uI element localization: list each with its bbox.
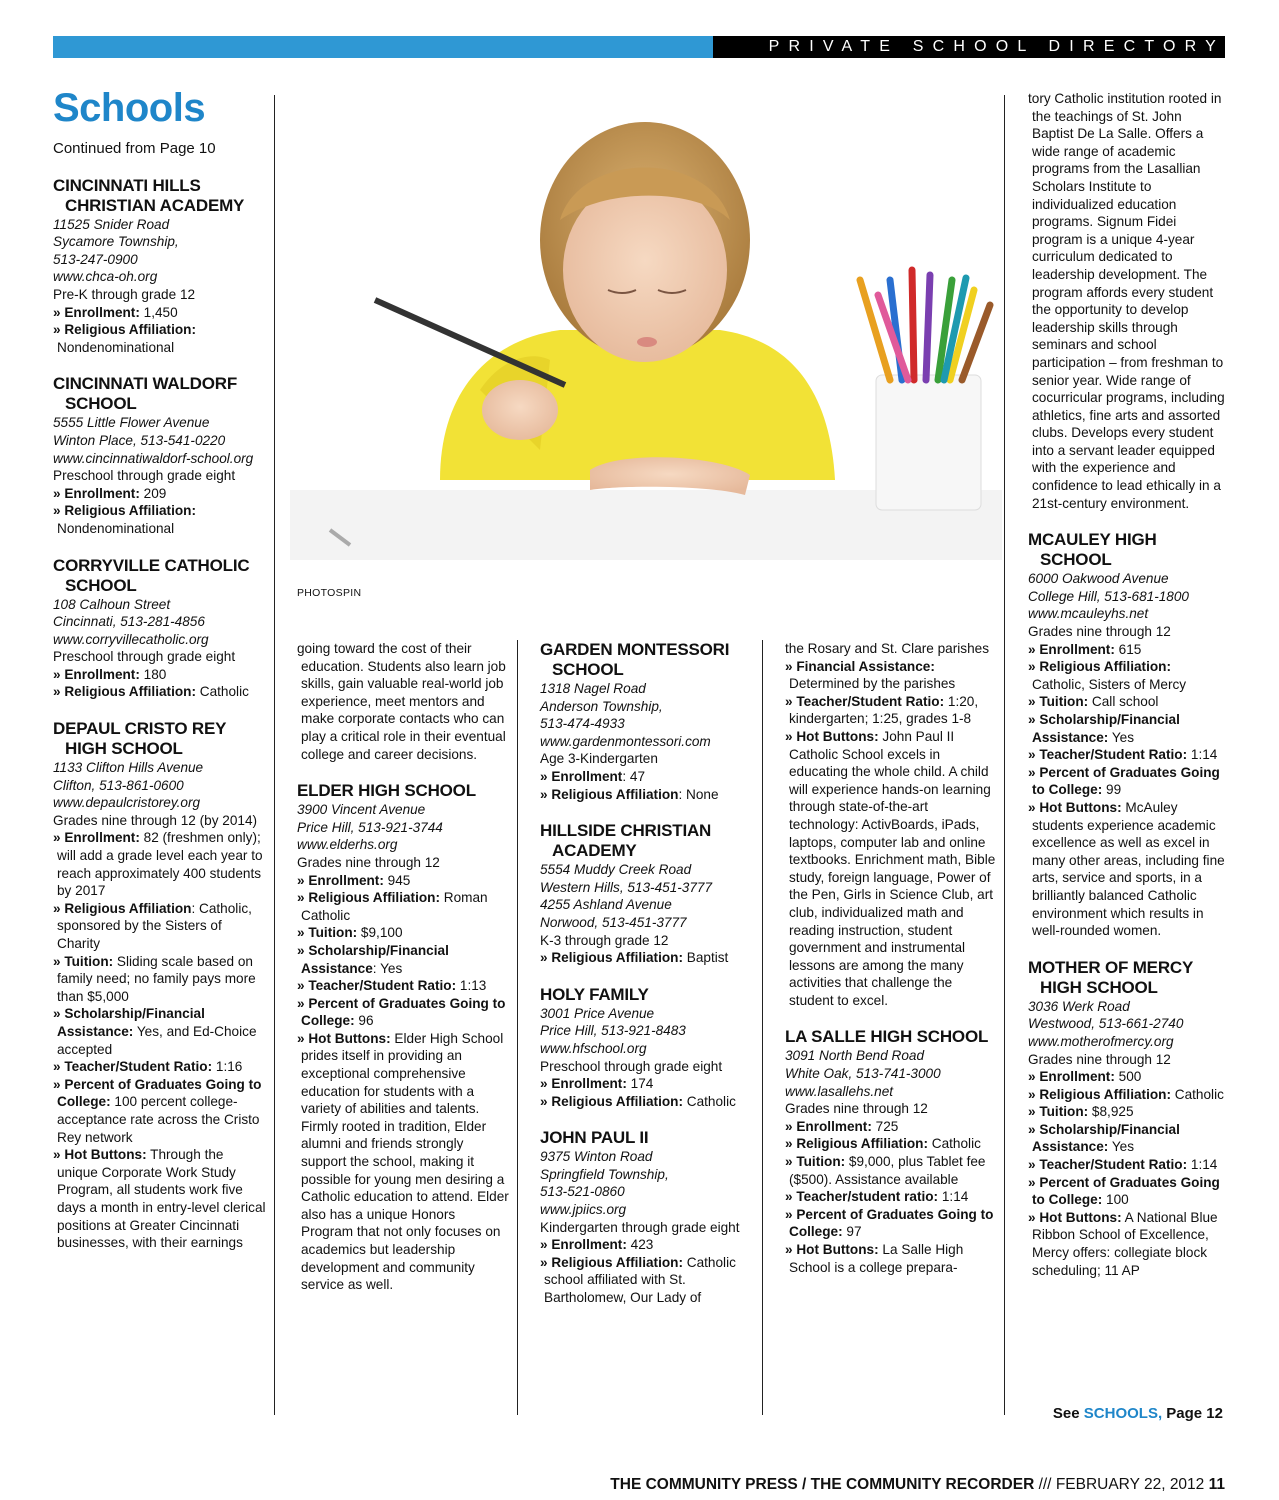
see-page: Page 12 <box>1162 1405 1223 1422</box>
field-value: La Salle High School is a college prepara- <box>789 1242 964 1275</box>
field-value: Catholic <box>1171 1086 1224 1102</box>
school-field <box>1028 1121 1225 1156</box>
field-label: » Religious Affiliation: <box>540 1093 683 1109</box>
field-value: McAuley students experience academic excellence as well as excel in many other areas, including fine arts, service and sports, in a brilliantly balanced Catholic environment which results in well-rounded women. <box>1032 799 1225 939</box>
school-entry <box>540 1128 755 1306</box>
field-value: Yes <box>1108 729 1135 745</box>
field-label: » Enrollment: <box>53 485 140 501</box>
school-contact: Price Hill, 513-921-3744 <box>297 819 443 835</box>
field-label: » Religious Affiliation: <box>785 1136 928 1152</box>
school-field <box>53 666 268 684</box>
continued-link[interactable] <box>1028 1405 1223 1422</box>
field-value: 1:16 <box>212 1059 243 1075</box>
school-field <box>297 1030 509 1294</box>
school-contact: www.chca-oh.org <box>53 269 158 285</box>
school-name: MCAULEY HIGH SCHOOL <box>1028 530 1157 570</box>
school-contact: 9375 Winton Road <box>540 1149 653 1165</box>
section-color-bar <box>53 36 713 58</box>
field-value: 180 <box>139 666 167 682</box>
school-field <box>297 889 509 924</box>
field-label: » Religious Affiliation: <box>53 503 196 519</box>
school-field <box>53 1146 268 1252</box>
school-field <box>785 1118 997 1136</box>
school-contact: 513-474-4933 <box>540 716 625 732</box>
field-label: » Teacher/student ratio: <box>785 1189 939 1205</box>
school-contact: 1318 Nagel Road <box>540 681 646 696</box>
school-text: tory Catholic institution rooted in the teachings of St. John Baptist De La Salle. Offers a wide range of academic programs from the Lasallian Scholars Institute to individualized education programs. Signum Fidei program is a unique 4-year curriculum dedicated to leadership development. The program affords every student the opportunity to develop leadership skills through seminars and school participation – from freshman to senior year. Wide range of cocurricular programs, including athletics, fine arts and assorted clubs. Develops every student into a servant leader equipped with the experience and confidence to lead ethically in a 21st-century environment. <box>1028 91 1225 511</box>
school-field <box>1028 764 1225 799</box>
field-label: » Percent of Graduates Going to College: <box>297 995 506 1029</box>
school-contact: 3001 Price Avenue <box>540 1005 655 1021</box>
field-value: Nondenominational <box>57 520 175 536</box>
field-value: Elder High School prides itself in providing an exceptional comprehensive education for students with a variety of abilities and talents. Firmly rooted in tradition, Elder alumni and friends strongly support the school, making it possible for young men desiring a Catholic education to attend. Elder also has a unique Honors Program that not only focuses on academics but leadership development and community service as well. <box>301 1030 509 1293</box>
school-text: the Rosary and St. Clare parishes <box>785 641 990 656</box>
school-name: CINCINNATI WALDORF SCHOOL <box>53 374 238 414</box>
field-label: » Enrollment: <box>1028 641 1115 657</box>
field-value: Baptist <box>683 950 729 966</box>
school-text: K-3 through grade 12 <box>540 932 669 948</box>
school-field <box>1028 799 1225 940</box>
school-field <box>785 1153 997 1188</box>
field-value: John Paul II Catholic School excels in educating the whole child. A child will experience hands-on learning through state-of-the-art technology: ActivBoards, iPads, laptops, computer lab and online textbooks. Enrichment math, Bible study, foreign language, Power of the Pen, Girls in Science Club, art club, individualized math and reading instruction, student government and instrumental lessons are among the many activities that challenge the student to excel. <box>789 728 996 1008</box>
school-field <box>297 924 509 942</box>
school-contact: 4255 Ashland Avenue <box>540 897 672 913</box>
field-label: » Teacher/Student Ratio: <box>53 1059 213 1075</box>
school-contact: www.jpiics.org <box>540 1202 627 1218</box>
field-label: » Scholarship/Financial Assistance: <box>53 1006 205 1039</box>
section-header: PRIVATE SCHOOL DIRECTORY <box>713 36 1225 58</box>
field-label: » Tuition: <box>785 1154 846 1170</box>
school-field <box>540 949 755 967</box>
field-label: » Hot Buttons: <box>297 1030 391 1046</box>
school-contact: www.motherofmercy.org <box>1028 1033 1174 1049</box>
school-field <box>785 1206 997 1241</box>
school-contact: www.mcauleyhs.net <box>1028 606 1149 622</box>
school-contact: 3036 Werk Road <box>1028 998 1130 1014</box>
field-label: » Enrollment: <box>53 304 140 320</box>
school-field <box>53 304 268 322</box>
school-name: CINCINNATI HILLS CHRISTIAN ACADEMY <box>53 175 245 215</box>
school-field <box>1028 711 1225 746</box>
field-label: » Scholarship/Financial Assistance <box>297 942 449 976</box>
school-contact: Anderson Township, <box>540 698 663 714</box>
column-2 <box>297 640 509 1312</box>
school-name: DEPAUL CRISTO REY HIGH SCHOOL <box>53 719 226 759</box>
field-value: Catholic <box>196 684 249 700</box>
field-label: » Tuition: <box>1028 1104 1089 1120</box>
see-section-link[interactable]: SCHOOLS, <box>1083 1405 1163 1422</box>
field-value: $8,925 <box>1088 1104 1134 1120</box>
field-label: » Religious Affiliation: <box>297 890 440 906</box>
school-field <box>1028 641 1225 659</box>
field-value: 1:13 <box>456 978 487 994</box>
school-contact: White Oak, 513-741-3000 <box>785 1066 941 1082</box>
field-label: » Teacher/Student Ratio: <box>1028 1157 1188 1173</box>
school-contact: 1133 Clifton Hills Avenue <box>53 760 204 776</box>
school-contact: 513-247-0900 <box>53 251 138 267</box>
school-name: HOLY FAMILY <box>540 984 649 1004</box>
field-label: » Tuition: <box>53 953 114 969</box>
field-value: : None <box>678 786 719 802</box>
page-title: Schools <box>53 86 206 130</box>
field-value: Roman Catholic <box>301 890 488 923</box>
field-value: Catholic, Sisters of Mercy <box>1032 676 1187 692</box>
school-field <box>53 502 268 537</box>
field-label: » Religious Affiliation: <box>1028 1086 1171 1102</box>
school-contact: 5554 Muddy Creek Road <box>540 862 692 878</box>
field-label: » Enrollment: <box>540 1076 627 1092</box>
school-text: Grades nine through 12 <box>297 854 440 870</box>
page-number: 11 <box>1208 1476 1225 1493</box>
school-entry <box>540 640 755 803</box>
field-label: » Teacher/Student Ratio: <box>297 978 457 994</box>
school-entry <box>540 985 755 1111</box>
field-value: Determined by the parishes <box>789 676 956 692</box>
field-label: » Hot Buttons: <box>1028 1209 1122 1225</box>
field-label: » Religious Affiliation: <box>1028 659 1171 675</box>
school-field <box>1028 1103 1225 1121</box>
school-text: Grades nine through 12 <box>1028 1051 1171 1067</box>
school-field <box>540 1236 755 1254</box>
school-contact: www.hfschool.org <box>540 1040 647 1056</box>
field-value: Catholic school affiliated with St. Bartholomew, Our Lady of <box>544 1254 736 1306</box>
publication-name: THE COMMUNITY PRESS / THE COMMUNITY RECORDER <box>610 1476 1035 1493</box>
field-label: » Hot Buttons: <box>785 728 879 744</box>
school-contact: Norwood, 513-451-3777 <box>540 914 687 930</box>
school-field <box>53 1058 268 1076</box>
field-label: » Religious Affiliation: <box>53 322 196 338</box>
column-divider <box>274 95 275 1415</box>
field-label: » Teacher/Student Ratio: <box>785 693 945 709</box>
field-value: Yes <box>1108 1139 1135 1155</box>
school-name: HILLSIDE CHRISTIAN ACADEMY <box>540 821 712 861</box>
school-field <box>540 1254 755 1307</box>
school-contact: 11525 Snider Road <box>53 216 170 232</box>
field-label: » Religious Affiliation: <box>540 1254 683 1270</box>
field-value: Catholic <box>928 1136 981 1152</box>
field-label: » Percent of Graduates Going to College: <box>785 1206 994 1240</box>
school-field <box>53 1005 268 1058</box>
field-value: 100 percent college-acceptance rate across the Cristo Rey network <box>57 1094 260 1145</box>
field-value: 500 <box>1114 1069 1142 1085</box>
school-field <box>53 900 268 953</box>
school-field <box>53 829 268 899</box>
field-value: 1:14 <box>1187 1157 1218 1173</box>
field-label: » Religious Affiliation: <box>540 950 683 966</box>
school-contact: Winton Place, 513-541-0220 <box>53 432 226 448</box>
field-label: » Hot Buttons: <box>1028 799 1122 815</box>
field-value: 100 <box>1102 1192 1129 1208</box>
school-contact: www.lasallehs.net <box>785 1083 894 1099</box>
school-contact: Sycamore Township, <box>53 234 179 250</box>
school-field <box>785 1135 997 1153</box>
field-label: » Religious Affiliation: <box>53 684 196 700</box>
continued-note: Continued from Page 10 <box>53 140 216 157</box>
school-field <box>785 658 997 693</box>
school-contact: 5555 Little Flower Avenue <box>53 415 210 431</box>
school-contact: 3900 Vincent Avenue <box>297 802 426 818</box>
school-contact: Cincinnati, 513-281-4856 <box>53 614 205 630</box>
school-contact: 6000 Oakwood Avenue <box>1028 571 1169 587</box>
field-value: 174 <box>626 1076 654 1092</box>
school-entry <box>297 781 509 1294</box>
field-label: » Enrollment <box>540 768 623 784</box>
see-prefix: See <box>1052 1405 1084 1422</box>
school-name: CORRYVILLE CATHOLIC SCHOOL <box>53 555 250 595</box>
field-label: » Financial Assistance: <box>785 658 935 674</box>
field-value: 423 <box>626 1237 654 1253</box>
school-contact: www.corryvillecatholic.org <box>53 631 209 647</box>
publication-date: FEBRUARY 22, 2012 <box>1055 1476 1205 1493</box>
school-field <box>785 1188 997 1206</box>
school-contact: www.cincinnatiwaldorf-school.org <box>53 450 254 466</box>
school-text: going toward the cost of their education. Students also learn job skills, gain valuable real-world job experience, meet mentors and make corporate contacts who can play a critical role in their eventual college and career decisions. <box>297 641 506 762</box>
school-field <box>540 786 755 804</box>
school-contact: Springfield Township, <box>540 1166 669 1182</box>
field-value: Sliding scale based on family need; no family pays more than $5,000 <box>57 953 256 1004</box>
school-entry <box>1028 90 1225 512</box>
school-field <box>1028 1068 1225 1086</box>
field-value: : Catholic, sponsored by the Sisters of Charity <box>57 900 252 951</box>
school-field <box>1028 693 1225 711</box>
field-label: » Tuition: <box>297 925 358 941</box>
school-text: Grades nine through 12 <box>785 1101 928 1117</box>
field-label: » Percent of Graduates Going to College: <box>53 1076 262 1110</box>
photo-credit: PHOTOSPIN <box>297 587 362 599</box>
field-value: 1,450 <box>139 304 178 320</box>
field-value: 615 <box>1114 641 1142 657</box>
school-text: Kindergarten through grade eight <box>540 1219 740 1235</box>
field-value: 82 (freshmen only); will add a grade level each year to reach approximately 400 students by 2017 <box>57 830 263 899</box>
school-contact: www.elderhs.org <box>297 837 398 853</box>
field-value: 96 <box>354 1013 374 1029</box>
school-entry <box>297 640 509 763</box>
field-value: 945 <box>383 872 411 888</box>
school-field <box>1028 1174 1225 1209</box>
school-text: Grades nine through 12 (by 2014) <box>53 812 258 828</box>
column-divider <box>762 640 763 1415</box>
field-label: » Enrollment: <box>297 872 384 888</box>
school-field <box>53 485 268 503</box>
field-label: » Enrollment: <box>53 666 140 682</box>
school-name: JOHN PAUL II <box>540 1128 649 1148</box>
field-value: Nondenominational <box>57 339 175 355</box>
field-label: » Enrollment: <box>540 1237 627 1253</box>
school-name: LA SALLE HIGH SCHOOL <box>785 1027 989 1047</box>
school-contact: 513-521-0860 <box>540 1184 625 1200</box>
field-value: Call school <box>1088 694 1159 710</box>
school-field <box>540 1075 755 1093</box>
field-value: Through the unique Corporate Work Study Program, all students work five days a month in entry-level clerical positions at Greater Cincinnati businesses, with their earnings <box>57 1147 266 1251</box>
school-field <box>1028 658 1225 693</box>
school-field <box>53 953 268 1006</box>
school-text: Pre-K through grade 12 <box>53 286 196 302</box>
school-field <box>785 693 997 728</box>
school-field <box>1028 1209 1225 1279</box>
school-field <box>1028 1156 1225 1174</box>
school-entry <box>1028 958 1225 1280</box>
field-value: : Yes <box>372 960 403 976</box>
school-text: Preschool through grade eight <box>540 1058 723 1074</box>
field-value: 1:14 <box>1187 747 1218 763</box>
field-label: » Percent of Graduates Going to College: <box>1028 764 1220 798</box>
column-1 <box>53 86 268 1270</box>
school-entry <box>785 640 997 1009</box>
field-label: » Scholarship/Financial Assistance: <box>1028 1121 1180 1155</box>
school-field <box>297 977 509 995</box>
column-3 <box>540 640 755 1325</box>
page-footer <box>610 1476 1225 1494</box>
school-contact: Price Hill, 513-921-8483 <box>540 1023 686 1039</box>
column-divider <box>1004 95 1005 1415</box>
school-entry <box>53 176 268 357</box>
school-entry <box>53 374 268 537</box>
field-label: » Enrollment: <box>1028 1069 1115 1085</box>
school-text: Age 3-Kindergarten <box>540 751 658 767</box>
school-entry <box>1028 530 1225 939</box>
field-label: » Teacher/Student Ratio: <box>1028 747 1188 763</box>
field-label: » Religious Affiliation <box>53 900 192 916</box>
school-contact: Clifton, 513-861-0600 <box>53 777 184 793</box>
school-text: Preschool through grade eight <box>53 468 236 484</box>
field-label: » Enrollment: <box>53 830 140 846</box>
school-name: MOTHER OF MERCY HIGH SCHOOL <box>1028 957 1193 997</box>
school-field <box>1028 1086 1225 1104</box>
school-entry <box>53 556 268 702</box>
school-entry <box>53 719 268 1252</box>
school-text: Preschool through grade eight <box>53 649 236 665</box>
school-contact: 108 Calhoun Street <box>53 596 171 612</box>
school-field <box>540 768 755 786</box>
child-drawing-photo <box>290 90 1002 560</box>
school-field <box>53 683 268 701</box>
school-contact: www.depaulcristorey.org <box>53 795 201 811</box>
field-label: » Percent of Graduates Going to College: <box>1028 1174 1220 1208</box>
field-value: 1:14 <box>938 1189 969 1205</box>
column-5 <box>1028 90 1225 1297</box>
field-value: Catholic <box>683 1093 736 1109</box>
school-contact: Western Hills, 513-451-3777 <box>540 879 713 895</box>
school-field <box>297 942 509 977</box>
field-label: » Scholarship/Financial Assistance: <box>1028 712 1180 745</box>
field-label: » Hot Buttons: <box>785 1242 879 1257</box>
field-label: » Tuition: <box>1028 694 1089 710</box>
school-field <box>297 995 509 1030</box>
school-field <box>1028 746 1225 764</box>
school-field <box>785 1241 997 1276</box>
column-divider <box>517 640 518 1415</box>
school-text: Grades nine through 12 <box>1028 624 1171 640</box>
school-field <box>540 1093 755 1111</box>
field-label: » Enrollment: <box>785 1118 872 1134</box>
footer-separator: /// <box>1034 1476 1056 1493</box>
field-label: » Religious Affiliation <box>540 786 679 802</box>
school-name: ELDER HIGH SCHOOL <box>297 781 476 801</box>
field-value: 1:20, kindergarten; 1:25, grades 1-8 <box>789 693 979 727</box>
school-contact: 3091 North Bend Road <box>785 1048 925 1064</box>
field-value: $9,100 <box>357 925 403 941</box>
school-field <box>53 1076 268 1146</box>
field-value: 97 <box>842 1224 862 1240</box>
field-value: : 47 <box>622 768 646 784</box>
school-field <box>785 728 997 1010</box>
school-contact: Westwood, 513-661-2740 <box>1028 1016 1184 1032</box>
school-field <box>53 321 268 356</box>
field-value: Yes, and Ed-Choice accepted <box>57 1023 257 1057</box>
field-value: 99 <box>1102 782 1122 798</box>
school-entry <box>540 821 755 967</box>
column-4 <box>785 640 997 1294</box>
field-value: A National Blue Ribbon School of Excellence, Mercy offers: collegiate block scheduling; 11 AP <box>1032 1209 1218 1278</box>
field-value: $9,000, plus Tablet fee ($500). Assistance available <box>789 1154 986 1187</box>
school-name: GARDEN MONTESSORI SCHOOL <box>540 640 730 679</box>
school-field <box>297 872 509 890</box>
school-contact: College Hill, 513-681-1800 <box>1028 588 1189 604</box>
school-contact: www.gardenmontessori.com <box>540 733 711 749</box>
field-label: » Hot Buttons: <box>53 1147 147 1163</box>
school-entry <box>785 1027 997 1276</box>
field-value: 209 <box>139 485 167 501</box>
field-value: 725 <box>871 1118 899 1134</box>
